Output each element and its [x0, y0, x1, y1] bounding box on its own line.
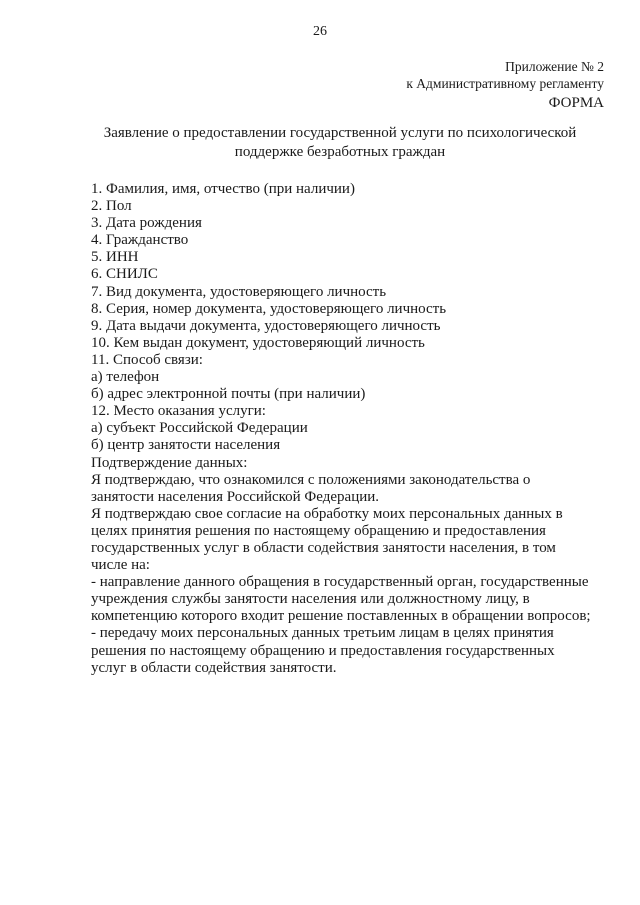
field-item: 11. Способ связи:: [91, 351, 203, 368]
field-item: 12. Место оказания услуги:: [91, 403, 266, 420]
field-item: 8. Серия, номер документа, удостоверяющего личность: [91, 300, 447, 317]
confirmation-paragraph-consent: Я подтверждаю свое согласие на обработку моих персональных данных в целях принятия решения по настоящему обращению и предоставления государственных услуг в области содействия занятости населения, в том числе на:: [91, 505, 563, 574]
field-item: 4. Гражданство: [91, 232, 189, 249]
field-item: 6. СНИЛС: [91, 266, 158, 283]
page-number: 26: [313, 24, 327, 39]
appendix-header: [406, 58, 604, 113]
field-item: а) субъект Российской Федерации: [91, 420, 308, 437]
document-title: [70, 124, 610, 162]
confirmation-paragraph-law: Я подтверждаю, что ознакомился с положениями законодательства о занятости населения Российской Федерации.: [91, 471, 531, 505]
field-item: а) телефон: [91, 369, 160, 386]
field-item: б) центр занятости населения: [91, 437, 281, 454]
field-item: 9. Дата выдачи документа, удостоверяющего личность: [91, 317, 441, 334]
field-item: 10. Кем выдан документ, удостоверяющий личность: [91, 334, 425, 351]
field-item: 5. ИНН: [91, 249, 139, 266]
application-body: [91, 181, 591, 677]
field-item: 2. Пол: [91, 198, 132, 215]
field-item: 3. Дата рождения: [91, 215, 202, 232]
confirmation-heading: Подтверждение данных:: [91, 454, 248, 471]
title-line-2: поддержке безработных граждан: [234, 144, 446, 160]
appendix-number: Приложение № 2: [505, 59, 604, 74]
consent-item-forwarding: - направление данного обращения в государственный орган, государственные учреждения службы занятости населения или должностному лицу, в компетенцию которого входит решение поставленных в обращении вопросов;: [91, 574, 591, 625]
title-line-1: Заявление о предоставлении государственной услуги по психологической: [103, 125, 577, 141]
form-label: ФОРМА: [548, 95, 604, 111]
consent-item-transfer: - передачу моих персональных данных третьим лицам в целях принятия решения по настоящему обращению и предоставления государственных услуг в области содействия занятости.: [91, 625, 555, 676]
field-item: б) адрес электронной почты (при наличии): [91, 386, 366, 403]
appendix-regulation: к Административному регламенту: [406, 76, 604, 91]
field-item: 1. Фамилия, имя, отчество (при наличии): [91, 181, 355, 197]
field-item: 7. Вид документа, удостоверяющего личность: [91, 283, 387, 300]
